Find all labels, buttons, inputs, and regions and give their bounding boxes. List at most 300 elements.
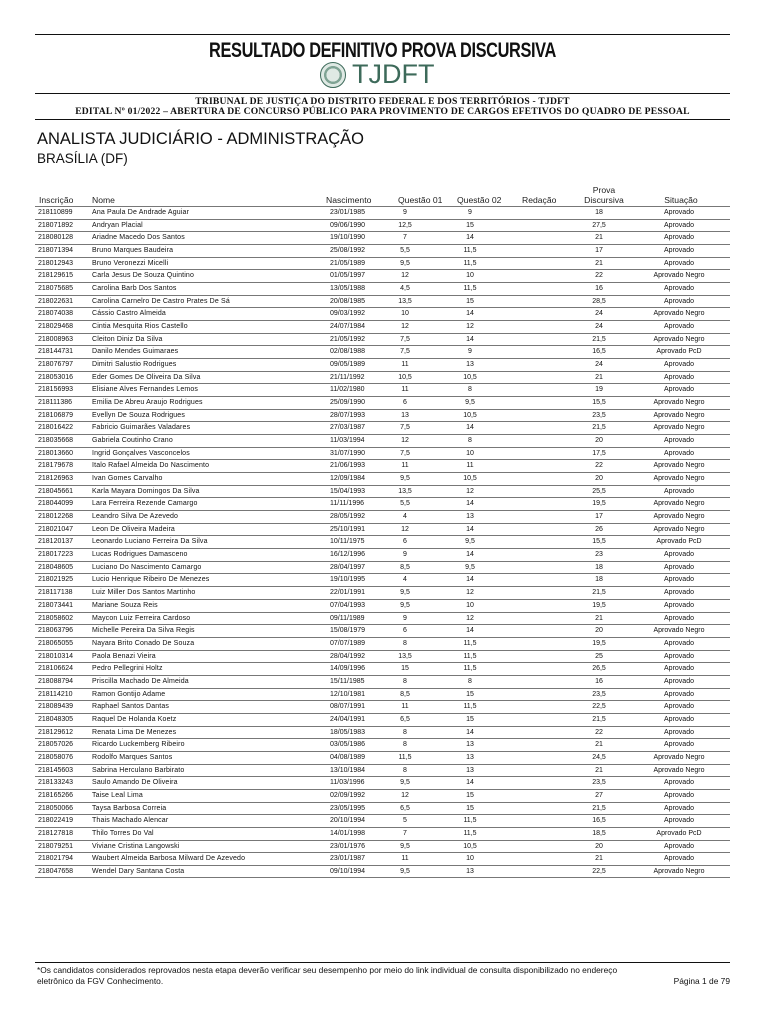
cell-situacao: Aprovado Negro [653,272,705,280]
cell-q1: 4 [403,576,407,584]
cell-nome: Thais Machado Alencar [92,817,169,825]
cell-inscricao: 218088794 [38,677,74,685]
cell-nascimento: 09/10/1994 [330,867,366,875]
cell-inscricao: 218144731 [38,348,74,356]
cell-inscricao: 218045661 [38,487,74,495]
cell-nome: Lucio Henrique Ribeiro De Menezes [92,576,210,584]
cell-prova: 19,5 [592,639,606,647]
cell-inscricao: 218048305 [38,715,74,723]
cell-situacao: Aprovado [664,259,694,267]
cell-prova: 16 [595,677,603,685]
cell-nome: Nayara Brito Conado De Souza [92,639,195,647]
cell-q1: 9,5 [400,475,410,483]
cell-prova: 19 [595,386,603,394]
cell-situacao: Aprovado [664,601,694,609]
institution-name: TRIBUNAL DE JUSTIÇA DO DISTRITO FEDERAL E DOS TERRITÓRIOS - TJDFT [195,96,570,107]
cell-q2: 10,5 [463,411,477,419]
cell-nome: Rodolfo Marques Santos [92,753,173,761]
cell-situacao: Aprovado Negro [653,753,705,761]
table-row [35,865,730,878]
cell-situacao: Aprovado [664,665,694,673]
cell-q2: 14 [466,576,474,584]
cell-q2: 12 [466,323,474,331]
cell-inscricao: 218012943 [38,259,74,267]
cell-nascimento: 19/10/1995 [330,576,366,584]
cell-q2: 8 [468,677,472,685]
cell-q1: 13,5 [398,652,412,660]
cell-situacao: Aprovado [664,323,694,331]
cell-nome: Thilo Torres Do Val [92,829,154,837]
cell-inscricao: 218126963 [38,475,74,483]
table-row [35,345,730,358]
cell-nascimento: 24/07/1984 [330,323,366,331]
cell-q1: 11 [401,386,409,394]
cell-nascimento: 16/12/1996 [330,551,366,559]
cell-prova: 21 [595,614,603,622]
table-row [35,447,730,460]
cell-nascimento: 28/04/1997 [330,563,366,571]
cell-prova: 17 [595,247,603,255]
cell-q2: 13 [466,741,474,749]
cell-inscricao: 218073441 [38,601,74,609]
table-row [35,802,730,815]
cell-situacao: Aprovado Negro [653,399,705,407]
cell-inscricao: 218017223 [38,551,74,559]
table-row [35,586,730,599]
cell-nascimento: 04/08/1989 [330,753,366,761]
cell-nome: Cintia Mesquita Rios Castello [92,323,188,331]
cell-q1: 11 [401,462,409,470]
cell-prova: 20 [595,475,603,483]
table-row [35,612,730,625]
cell-nascimento: 09/03/1992 [330,310,366,318]
col-prova-1: Prova [592,185,616,195]
cell-q2: 11,5 [463,285,477,293]
cell-prova: 25 [595,652,603,660]
cell-q2: 13 [466,753,474,761]
cell-q1: 8 [403,677,407,685]
cell-nascimento: 25/08/1992 [330,247,366,255]
cell-inscricao: 218106624 [38,665,74,673]
cell-nome: Lucas Rodrigues Damasceno [92,551,188,559]
cell-nascimento: 21/05/1989 [330,259,366,267]
cell-q2: 10 [466,272,474,280]
table-row [35,282,730,295]
cell-inscricao: 218065055 [38,639,74,647]
cell-q1: 13 [401,411,409,419]
cell-q2: 15 [466,791,474,799]
cell-nascimento: 15/04/1993 [330,487,366,495]
table-row [35,624,730,637]
table-row [35,219,730,232]
cell-prova: 21 [595,741,603,749]
cell-nome: Emilia De Abreu Araujo Rodrigues [92,399,203,407]
cell-nascimento: 01/05/1997 [330,272,366,280]
cell-inscricao: 218129615 [38,272,74,280]
cell-inscricao: 218110899 [38,209,73,216]
cell-situacao: Aprovado Negro [653,335,705,343]
cell-nascimento: 15/08/1979 [330,627,366,635]
cell-nome: Ariadne Macedo Dos Santos [92,234,185,242]
cell-prova: 22,5 [592,703,606,711]
cell-q2: 14 [466,551,474,559]
cell-nome: Maycon Luiz Ferreira Cardoso [92,614,191,622]
cell-nascimento: 27/03/1987 [330,424,366,432]
table-row [35,675,730,688]
cell-nascimento: 23/01/1976 [330,842,366,850]
col-q1: Questão 01 [398,195,443,205]
cell-situacao: Aprovado Negro [653,513,705,521]
cell-q1: 7 [403,234,407,242]
cell-nascimento: 28/07/1993 [330,411,366,419]
cell-nome: Evellyn De Souza Rodrigues [92,411,186,419]
cargo-heading: ANALISTA JUDICIÁRIO - ADMINISTRAÇÃO [37,130,364,148]
cell-prova: 23 [595,551,603,559]
cell-q1: 8 [403,766,407,774]
col-nome: Nome [92,195,115,205]
cell-inscricao: 218071892 [38,221,74,229]
cell-q2: 11,5 [463,652,477,660]
cell-nome: Italo Rafael Almeida Do Nascimento [92,462,210,470]
cell-nascimento: 21/05/1992 [330,335,366,343]
cell-inscricao: 218120137 [38,538,74,546]
cell-nome: Cleiton Diniz Da Silva [92,335,163,343]
cell-q1: 6 [403,627,407,635]
cell-nascimento: 15/11/1985 [330,677,365,685]
cell-nome: Raquel De Holanda Koetz [92,715,177,723]
cell-prova: 20 [595,437,603,445]
table-row [35,523,730,536]
table-row [35,459,730,472]
cell-prova: 25,5 [592,487,606,495]
cell-q2: 15 [466,715,474,723]
cell-q1: 9 [403,551,407,559]
table-row [35,409,730,422]
cell-nome: Wendel Dary Santana Costa [92,867,185,875]
cell-nascimento: 24/04/1991 [330,715,366,723]
table-row [35,396,730,409]
cell-q1: 4 [403,513,407,521]
cell-prova: 21,5 [592,335,606,343]
cell-nascimento: 14/09/1996 [330,665,366,673]
table-row [35,333,730,346]
cell-situacao: Aprovado [664,437,694,445]
cell-situacao: Aprovado Negro [653,525,705,533]
cell-nome: Ramon Gontijo Adame [92,690,166,698]
cell-q1: 9,5 [400,867,410,875]
cell-inscricao: 218029468 [38,323,74,331]
cell-situacao: Aprovado [664,741,694,749]
cell-situacao: Aprovado [664,677,694,685]
cell-prova: 24 [595,310,603,318]
cell-nascimento: 14/01/1998 [330,829,366,837]
cell-inscricao: 218129612 [38,728,74,736]
page-number: Página 1 de 79 [673,976,730,986]
cell-inscricao: 218076797 [38,361,74,369]
cell-nascimento: 12/09/1984 [330,475,366,483]
cell-nascimento: 21/06/1993 [330,462,366,470]
cell-nome: Saulo Amando De Oliveira [92,779,178,787]
cell-prova: 23,5 [592,411,606,419]
cell-prova: 24,5 [592,753,606,761]
cell-nascimento: 25/09/1990 [330,399,366,407]
cell-nascimento: 22/01/1991 [330,589,366,597]
cell-nome: Viviane Cristina Langowski [92,842,180,850]
cell-prova: 18 [595,576,603,584]
cell-situacao: Aprovado [664,297,694,305]
cell-nascimento: 03/05/1986 [330,741,366,749]
cell-q1: 5,5 [400,500,410,508]
table-row [35,561,730,574]
cell-inscricao: 218008963 [38,335,74,343]
cell-nascimento: 09/05/1989 [330,361,366,369]
cell-situacao: Aprovado [664,285,694,293]
cell-nascimento: 09/11/1989 [330,614,365,622]
cell-q1: 8,5 [400,563,410,571]
cell-nome: Leandro Silva De Azevedo [92,513,179,521]
cell-prova: 23,5 [592,779,606,787]
cell-situacao: Aprovado [664,614,694,622]
cell-q2: 13 [466,867,474,875]
cell-prova: 15,5 [592,538,606,546]
cell-q1: 7 [403,829,407,837]
cell-q2: 15 [466,221,474,229]
cell-q1: 12 [401,323,409,331]
cell-nome: Carolina Carnelro De Castro Prates De Sá [92,297,230,305]
cell-situacao: Aprovado [664,576,694,584]
cell-situacao: Aprovado Negro [653,627,705,635]
col-prova-2: Discursiva [584,195,624,205]
cell-situacao: Aprovado [664,221,694,229]
cell-nome: Gabriela Coutinho Crano [92,437,173,445]
cell-nascimento: 11/03/1994 [330,437,365,445]
cell-q2: 9 [468,209,472,216]
table-row [35,814,730,827]
cell-q1: 9 [403,209,407,216]
cell-q2: 10 [466,449,474,457]
table-row [35,599,730,612]
cell-prova: 21,5 [592,715,606,723]
cell-q1: 12 [401,437,409,445]
cell-nascimento: 25/10/1991 [330,525,366,533]
cell-q1: 5 [403,817,407,825]
cell-situacao: Aprovado Negro [653,475,705,483]
footer-rule [35,962,730,963]
cell-situacao: Aprovado Negro [653,462,705,470]
cell-inscricao: 218074038 [38,310,74,318]
cell-situacao: Aprovado [664,234,694,242]
cell-situacao: Aprovado [664,728,694,736]
cell-nascimento: 11/03/1996 [330,779,365,787]
cell-q2: 14 [466,627,474,635]
cell-situacao: Aprovado Negro [653,500,705,508]
cell-q2: 8 [468,437,472,445]
table-row [35,434,730,447]
cell-prova: 21 [595,855,603,863]
cell-inscricao: 218111386 [38,399,72,407]
header-rule [35,93,730,94]
cell-prova: 22 [595,272,603,280]
cell-inscricao: 218058602 [38,614,74,622]
cell-nascimento: 07/07/1989 [330,639,366,647]
local-heading: BRASÍLIA (DF) [37,151,128,166]
cell-nascimento: 11/11/1996 [330,500,364,508]
cell-q2: 11,5 [463,817,477,825]
table-row [35,573,730,586]
cell-q1: 9 [403,614,407,622]
cell-q1: 6 [403,538,407,546]
results-table [35,206,730,878]
cell-nascimento: 12/10/1981 [330,690,366,698]
cell-nome: Priscilla Machado De Almeida [92,677,189,685]
cell-q1: 11 [401,703,409,711]
table-row [35,751,730,764]
cell-prova: 17 [595,513,603,521]
cell-prova: 16 [595,285,603,293]
header-bottom-rule [35,119,730,120]
cell-prova: 16,5 [592,348,606,356]
cell-nome: Danilo Mendes Guimaraes [92,348,179,356]
cell-q2: 12 [466,589,474,597]
cell-q2: 9,5 [465,538,475,546]
cell-q2: 11,5 [463,829,477,837]
cell-situacao: Aprovado [664,589,694,597]
cell-q1: 9,5 [400,601,410,609]
cell-nascimento: 23/01/1985 [330,209,366,216]
cell-situacao: Aprovado [664,855,694,863]
cell-q1: 9,5 [400,259,410,267]
cell-inscricao: 218133243 [38,779,74,787]
cell-situacao: Aprovado Negro [653,411,705,419]
cell-prova: 24 [595,361,603,369]
cell-situacao: Aprovado [664,817,694,825]
cell-prova: 20 [595,842,603,850]
cell-q2: 10,5 [463,373,477,381]
cell-situacao: Aprovado [664,779,694,787]
cell-situacao: Aprovado [664,804,694,812]
cell-prova: 27,5 [592,221,606,229]
table-row [35,295,730,308]
table-row [35,320,730,333]
table-row [35,548,730,561]
cell-q1: 6,5 [400,804,410,812]
cell-nome: Sabrina Herculano Barbirato [92,766,185,774]
cell-nome: Taise Leal Lima [92,791,143,799]
cell-nome: Michelle Pereira Da Silva Regis [92,627,195,635]
cell-nome: Bruno Marques Baudeira [92,247,174,255]
cell-inscricao: 218012268 [38,513,74,521]
cell-q1: 8 [403,741,407,749]
cell-prova: 22 [595,462,603,470]
cell-q1: 13,5 [398,487,412,495]
cell-inscricao: 218016422 [38,424,74,432]
cell-inscricao: 218117138 [38,589,73,597]
cell-q1: 8 [403,728,407,736]
cell-nascimento: 23/01/1987 [330,855,366,863]
cell-inscricao: 218035668 [38,437,74,445]
cell-prova: 17,5 [592,449,606,457]
cell-q2: 14 [466,525,474,533]
cell-nome: Ricardo Luckemberg Ribeiro [92,741,185,749]
table-row [35,485,730,498]
cell-nome: Mariane Souza Reis [92,601,158,609]
table-row [35,852,730,865]
cell-q1: 9,5 [400,589,410,597]
cell-q2: 15 [466,690,474,698]
cell-q1: 7,5 [400,335,410,343]
cell-nome: Waubert Almeida Barbosa Milward De Azevedo [92,855,246,863]
cell-nascimento: 10/11/1975 [330,538,365,546]
cell-inscricao: 218127818 [38,829,74,837]
cell-inscricao: 218044099 [38,500,74,508]
cell-inscricao: 218165266 [38,791,74,799]
cell-situacao: Aprovado [664,449,694,457]
logo-text: TJDFT [352,59,435,89]
col-redacao: Redação [522,195,557,205]
cell-situacao: Aprovado Negro [653,424,705,432]
table-row [35,535,730,548]
cell-q1: 11 [401,855,409,863]
table-row [35,497,730,510]
table-row [35,662,730,675]
cell-q2: 9,5 [465,563,475,571]
seal-icon [320,62,346,88]
cell-prova: 19,5 [592,601,606,609]
cell-nome: Pedro Pellegrini Holtz [92,665,163,673]
cell-nascimento: 13/10/1984 [330,766,366,774]
table-row [35,206,730,219]
cell-situacao: Aprovado [664,715,694,723]
cell-inscricao: 218021925 [38,576,74,584]
cell-q2: 15 [466,804,474,812]
cell-q2: 9 [468,348,472,356]
cell-prova: 21,5 [592,424,606,432]
cell-inscricao: 218079251 [38,842,74,850]
table-row [35,472,730,485]
cell-inscricao: 218013660 [38,449,74,457]
cell-q1: 9,5 [400,842,410,850]
cell-inscricao: 218021047 [38,525,74,533]
cell-situacao: Aprovado Negro [653,766,705,774]
cell-nascimento: 18/05/1983 [330,728,366,736]
table-row [35,840,730,853]
cell-inscricao: 218156993 [38,386,74,394]
table-row [35,713,730,726]
table-row [35,421,730,434]
cell-nome: Ingrid Gonçalves Vasconcelos [92,449,190,457]
cell-nascimento: 23/05/1995 [330,804,366,812]
cell-nome: Eder Gomes De Oliveira Da Silva [92,373,201,381]
cell-q2: 8 [468,386,472,394]
cell-nome: Carolina Barb Dos Santos [92,285,177,293]
cell-q2: 15 [466,297,474,305]
cell-q2: 11,5 [463,247,477,255]
cell-q2: 9,5 [465,399,475,407]
table-row [35,726,730,739]
cell-q1: 12 [401,272,409,280]
cell-prova: 22 [595,728,603,736]
cell-situacao: Aprovado [664,690,694,698]
cell-prova: 16,5 [592,817,606,825]
cell-inscricao: 218075685 [38,285,74,293]
cell-nome: Dimitri Salustio Rodrigues [92,361,177,369]
cell-nome: Renata Lima De Menezes [92,728,177,736]
cell-prova: 21 [595,259,603,267]
cell-prova: 27 [595,791,603,799]
col-nascimento: Nascimento [326,195,372,205]
cell-inscricao: 218047658 [38,867,74,875]
table-row [35,257,730,270]
